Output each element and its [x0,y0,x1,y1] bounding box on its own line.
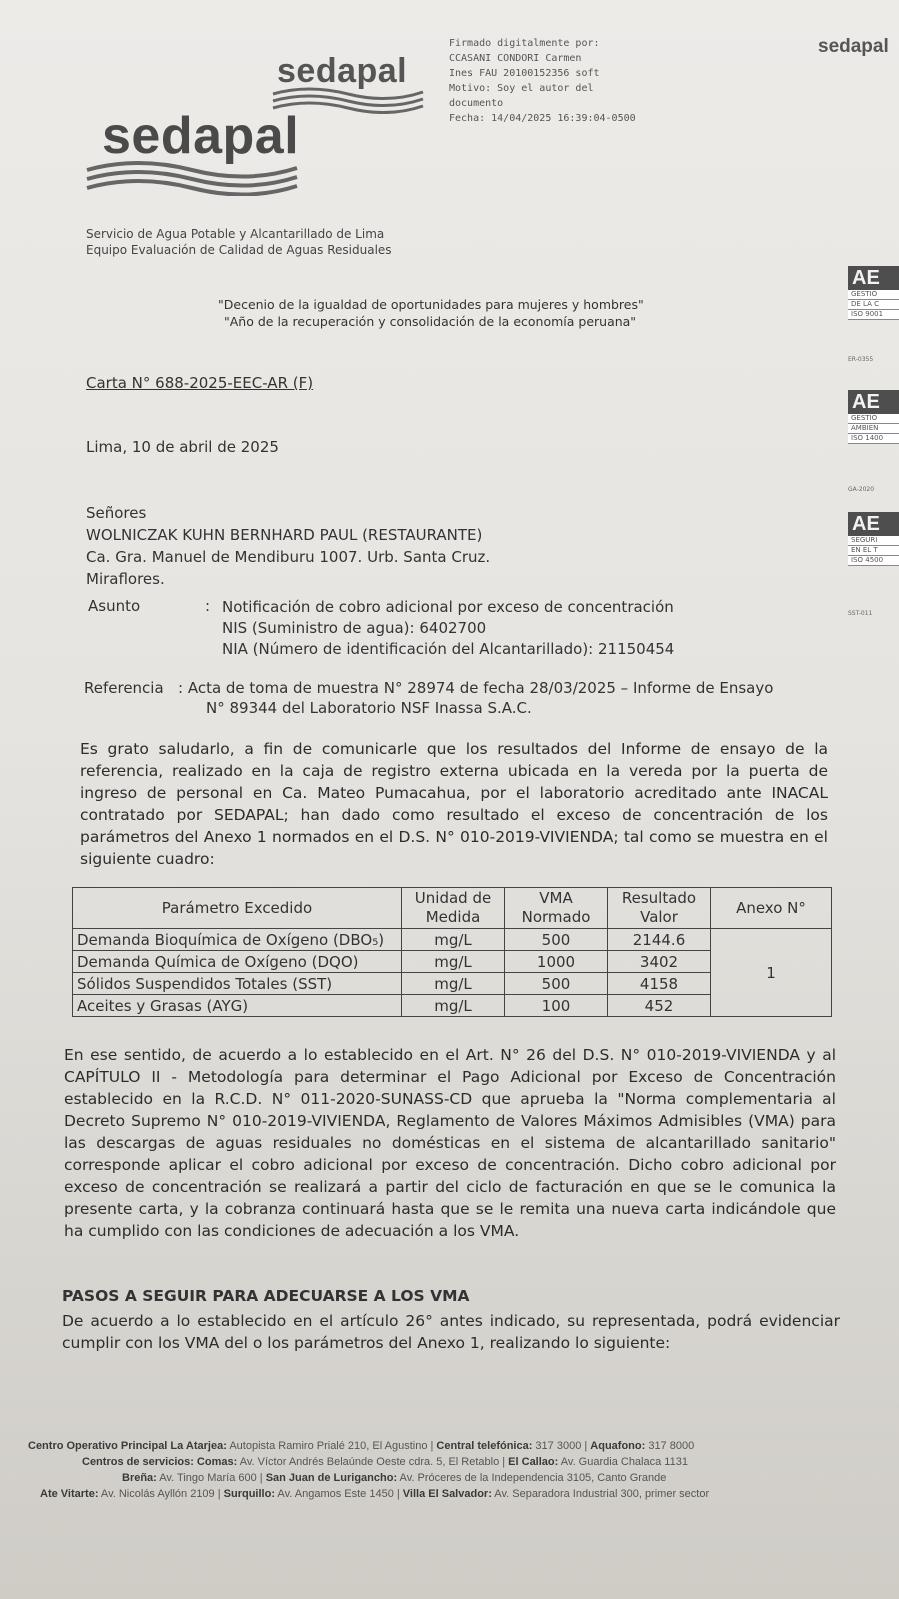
table-header-row [73,888,832,929]
table-row [73,929,832,951]
digital-signature [449,36,649,126]
footer-line [0,1470,899,1486]
footer-line [0,1486,899,1502]
signature-line: Firmado digitalmente por: [449,38,600,49]
asunto-colon: : [205,597,211,615]
footer-strong: Central telefónica: [436,1440,533,1452]
section-heading: PASOS A SEGUIR PARA ADECUARSE A LOS VMA [62,1287,470,1305]
sedapal-logo-small: sedapal [277,52,408,90]
motto-line: "Año de la recuperación y consolidación de la economía peruana" [224,314,637,329]
cell-valor: 2144.6 [608,929,711,951]
cell-param: Aceites y Grasas (AYG) [73,995,402,1017]
logo-waves-big [82,160,302,196]
signature-line: documento [449,98,504,109]
recipient-line: Miraflores. [86,570,165,588]
recipient-line: WOLNICZAK KUHN BERNHARD PAUL (RESTAURANTE) [86,526,483,544]
cell-vma: 100 [505,995,608,1017]
org-team: Equipo Evaluación de Calidad de Aguas Residuales [86,243,392,257]
asunto-label: Asunto [88,597,141,615]
certification-badge [848,512,899,566]
motto-line: "Decenio de la igualdad de oportunidades para mujeres y hombres" [218,297,644,312]
header-res-1: Resultado [621,889,697,907]
header-vma-2: Normado [521,908,591,926]
footer-strong: Villa El Salvador: [402,1488,492,1500]
signature-line: Ines FAU 20100152356 soft [449,68,600,79]
certification-badge [848,390,899,444]
cell-valor: 452 [608,995,711,1017]
header-resultado [608,888,711,929]
organization-header [86,226,392,258]
signature-line: Motivo: Soy el autor del [449,83,594,94]
cell-valor: 4158 [608,973,711,995]
mottos [218,296,644,330]
paragraph-legal: En ese sentido, de acuerdo a lo establecido en el Art. N° 26 del D.S. N° 010-2019-VIVIENDA y al CAPÍTULO II - Metodología para determinar el Pago Adicional por Exceso de Concentración establecido en la R.C.D. N° 011-2020-SUNASS-CD que aprueba la "Norma complementaria al Decreto Supremo N° 010-2019-VIVIENDA, Reglamento de Valores Máximos Admisibles (VMA) para las descargas de aguas residuales no domésticas en el sistema de alcantarillado sanitario" corresponde aplicar el cobro adicional por exceso de concentración. Dicho cobro adicional por exceso de concentración se realizará a partir del ciclo de facturación en que se le comunica la presente carta, y la cobranza continuará hasta que se le remita una nueva carta indicándole que ha cumplido con las condiciones de adecuación a los VMA. [64,1046,836,1240]
referencia-line: N° 89344 del Laboratorio NSF Inassa S.A.C. [206,699,532,717]
recipient-line: Ca. Gra. Manuel de Mendiburu 1007. Urb. Santa Cruz. [86,548,491,566]
footer-line [0,1454,899,1470]
footer-text: Av. Nicolás Ayllón 2109 | [98,1488,224,1500]
badge-ae: AE [848,512,899,536]
referencia-label: Referencia [84,679,164,697]
badge-line: SEGURI [848,536,899,546]
header-res-2: Valor [640,908,678,926]
badge-line: ISO 9001 [848,310,899,320]
cell-param: Demanda Bioquímica de Oxígeno (DBO₅) [73,929,402,951]
sedapal-logo-big: sedapal [102,107,300,165]
footer-strong: Ate Vitarte: [40,1488,99,1500]
asunto-line: Notificación de cobro adicional por exceso de concentración [222,598,674,616]
letter-date: Lima, 10 de abril de 2025 [86,438,279,456]
badge-ae: AE [848,390,899,414]
footer-strong: Surquillo: [223,1488,275,1500]
badge-line: ISO 1400 [848,434,899,444]
footer-line [0,1438,899,1454]
footer-text: Av. Tingo María 600 | [156,1472,266,1484]
cell-param: Sólidos Suspendidos Totales (SST) [73,973,402,995]
recipient-block [86,502,490,590]
header-unidad [402,888,505,929]
footer-strong: Breña: [122,1472,157,1484]
header-param: Parámetro Excedido [73,888,402,929]
paragraph-intro: Es grato saludarlo, a fin de comunicarle que los resultados del Informe de ensayo de la referencia, realizado en la caja de registro externa ubicada en la vereda por la puerta de ingreso de personal en Ca. Mateo Pumacahua, por el laboratorio acreditado ante INACAL contratado por SEDAPAL; han dado como resultado el exceso de concentración de los parámetros del Anexo 1 normados en el D.S. N° 010-2019-VIVIENDA; tal como se muestra en el siguiente cuadro: [80,740,828,868]
recipient-line: Señores [86,504,147,522]
footer-text: Av. Separadora Industrial 300, primer sector [491,1488,710,1500]
sedapal-corner-logo: sedapal [818,36,889,57]
badge-ae: AE [848,266,899,290]
cell-unidad: mg/L [402,951,505,973]
cell-unidad: mg/L [402,973,505,995]
footer-strong: San Juan de Lurigancho: [265,1472,398,1484]
badge-code: ER-0355 [848,356,874,363]
badge-code: SST-011 [848,610,873,617]
footer-text: Av. Víctor Andrés Belaúnde Oeste cdra. 5, El Retablo | [237,1456,509,1468]
header-vma-1: VMA [539,889,573,907]
cell-unidad: mg/L [402,929,505,951]
signature-line: CCASANI CONDORI Carmen [449,53,582,64]
vma-table [72,887,832,1017]
signature-line: Fecha: 14/04/2025 16:39:04-0500 [449,113,636,124]
badge-line: AMBIEN [848,424,899,434]
footer-text: Av. Próceres de la Independencia 3105, Canto Grande [397,1472,667,1484]
badge-line: GESTIÓ [848,290,899,300]
cell-vma: 1000 [505,951,608,973]
badge-line: ISO 4500 [848,556,899,566]
footer-strong: Centros de servicios: Comas: [82,1456,238,1468]
certification-badge [848,266,899,320]
cell-param: Demanda Química de Oxígeno (DQO) [73,951,402,973]
cell-anexo: 1 [711,929,832,1017]
footer-strong: Centro Operativo Principal La Atarjea: [28,1440,227,1452]
badge-line: EN EL T [848,546,899,556]
footer-text: 317 3000 | [532,1440,591,1452]
cell-vma: 500 [505,929,608,951]
asunto-line: NIA (Número de identificación del Alcantarillado): 21150454 [222,640,675,658]
cell-valor: 3402 [608,951,711,973]
footer-strong: Aquafono: [590,1440,646,1452]
header-anexo: Anexo N° [711,888,832,929]
cell-vma: 500 [505,973,608,995]
badge-code: GA-2020 [848,486,875,493]
footer-strong: El Callao: [508,1456,559,1468]
footer-text: 317 8000 [645,1440,695,1452]
header-unidad-2: Medida [425,908,481,926]
footer-text: Av. Guardia Chalaca 1131 [558,1456,688,1468]
footer-text: Av. Angamos Este 1450 | [274,1488,403,1500]
org-name: Servicio de Agua Potable y Alcantarillado de Lima [86,227,385,241]
badge-line: DE LA C [848,300,899,310]
badge-line: GESTIÓ [848,414,899,424]
referencia-line: : Acta de toma de muestra N° 28974 de fecha 28/03/2025 – Informe de Ensayo [178,679,774,697]
asunto-block [222,597,674,660]
asunto-line: NIS (Suministro de agua): 6402700 [222,619,487,637]
paragraph-steps: De acuerdo a lo establecido en el artículo 26° antes indicado, su representada, podrá evidenciar cumplir con los VMA del o los parámetros del Anexo 1, realizando lo siguiente: [62,1312,840,1352]
letter-number: Carta N° 688-2025-EEC-AR (F) [86,374,314,392]
header-vma [505,888,608,929]
header-unidad-1: Unidad de [414,889,492,907]
footer-text: Autopista Ramiro Prialé 210, El Agustino | [226,1440,437,1452]
cell-unidad: mg/L [402,995,505,1017]
